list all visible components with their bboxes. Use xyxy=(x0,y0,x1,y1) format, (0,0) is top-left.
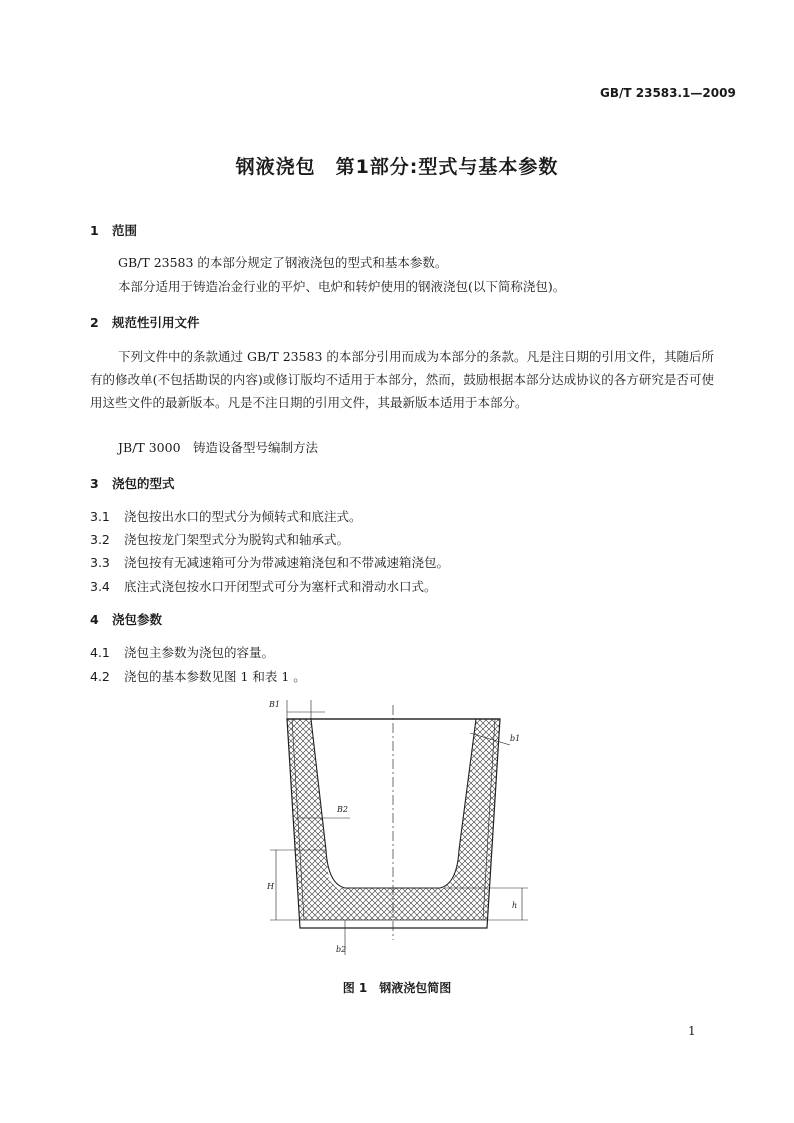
section-number: 1 xyxy=(90,223,99,238)
clause-number: 3.2 xyxy=(90,532,110,547)
clause-text: 浇包按龙门架型式分为脱钩式和轴承式。 xyxy=(124,532,350,547)
section-4-heading xyxy=(90,610,162,628)
section-3-heading xyxy=(90,474,175,492)
standard-number: GB/T 23583.1—2009 xyxy=(600,86,736,100)
section-1-heading xyxy=(90,221,137,239)
clause-number: 4.1 xyxy=(90,645,110,660)
label-h: h xyxy=(512,901,518,910)
document-title: 钢液浇包 第1部分:型式与基本参数 xyxy=(235,156,559,178)
clause-number: 3.4 xyxy=(90,579,110,594)
label-b1: b1 xyxy=(510,734,521,743)
clause-3-2 xyxy=(90,530,349,548)
page-number: 1 xyxy=(688,1024,696,1038)
section-1-paragraph-2: 本部分适用于铸造冶金行业的平炉、电炉和转炉使用的钢液浇包(以下简称浇包)。 xyxy=(118,279,566,294)
section-2-paragraph: 下列文件中的条款通过 GB/T 23583 的本部分引用而成为本部分的条款。凡是注日期的引用文件，其随后所有的修改单(不包括勘误的内容)或修订版均不适用于本部分，然而，鼓励根据本部分达成协议的各方研究是否可使用这些文件的最新版本。凡是不注日期的引用文件，其最新版本适用于本部分。 xyxy=(90,349,714,410)
clause-text: 浇包按有无减速箱可分为带减速箱浇包和不带减速箱浇包。 xyxy=(124,555,450,570)
label-b2: b2 xyxy=(336,945,347,954)
section-number: 4 xyxy=(90,612,99,627)
section-title: 范围 xyxy=(112,223,138,238)
ladle-inner-cavity xyxy=(311,719,476,888)
clause-3-4 xyxy=(90,577,437,595)
figure-caption: 图 1 钢液浇包简图 xyxy=(342,981,452,995)
clause-4-2 xyxy=(90,667,306,685)
section-number: 3 xyxy=(90,476,99,491)
clause-text: 浇包按出水口的型式分为倾转式和底注式。 xyxy=(124,509,362,524)
normative-reference: JB/T 3000 铸造设备型号编制方法 xyxy=(118,440,319,455)
section-number: 2 xyxy=(90,315,99,330)
clause-text: 浇包主参数为浇包的容量。 xyxy=(124,645,275,660)
label-H: H xyxy=(267,882,274,891)
clause-number: 4.2 xyxy=(90,669,110,684)
clause-3-1 xyxy=(90,507,362,525)
clause-4-1 xyxy=(90,643,274,661)
clause-text: 浇包的基本参数见图 1 和表 1 。 xyxy=(124,669,306,684)
clause-3-3 xyxy=(90,553,449,571)
clause-text: 底注式浇包按水口开闭型式可分为塞杆式和滑动水口式。 xyxy=(124,579,437,594)
label-B1: B1 xyxy=(269,700,280,709)
section-2-heading xyxy=(90,313,200,331)
label-B2: B2 xyxy=(337,805,348,814)
section-title: 规范性引用文件 xyxy=(112,315,200,330)
section-title: 浇包的型式 xyxy=(112,476,175,491)
clause-number: 3.1 xyxy=(90,509,110,524)
section-title: 浇包参数 xyxy=(112,612,163,627)
ladle-diagram xyxy=(250,695,540,965)
clause-number: 3.3 xyxy=(90,555,110,570)
section-1-paragraph-1: GB/T 23583 的本部分规定了钢液浇包的型式和基本参数。 xyxy=(118,255,448,270)
